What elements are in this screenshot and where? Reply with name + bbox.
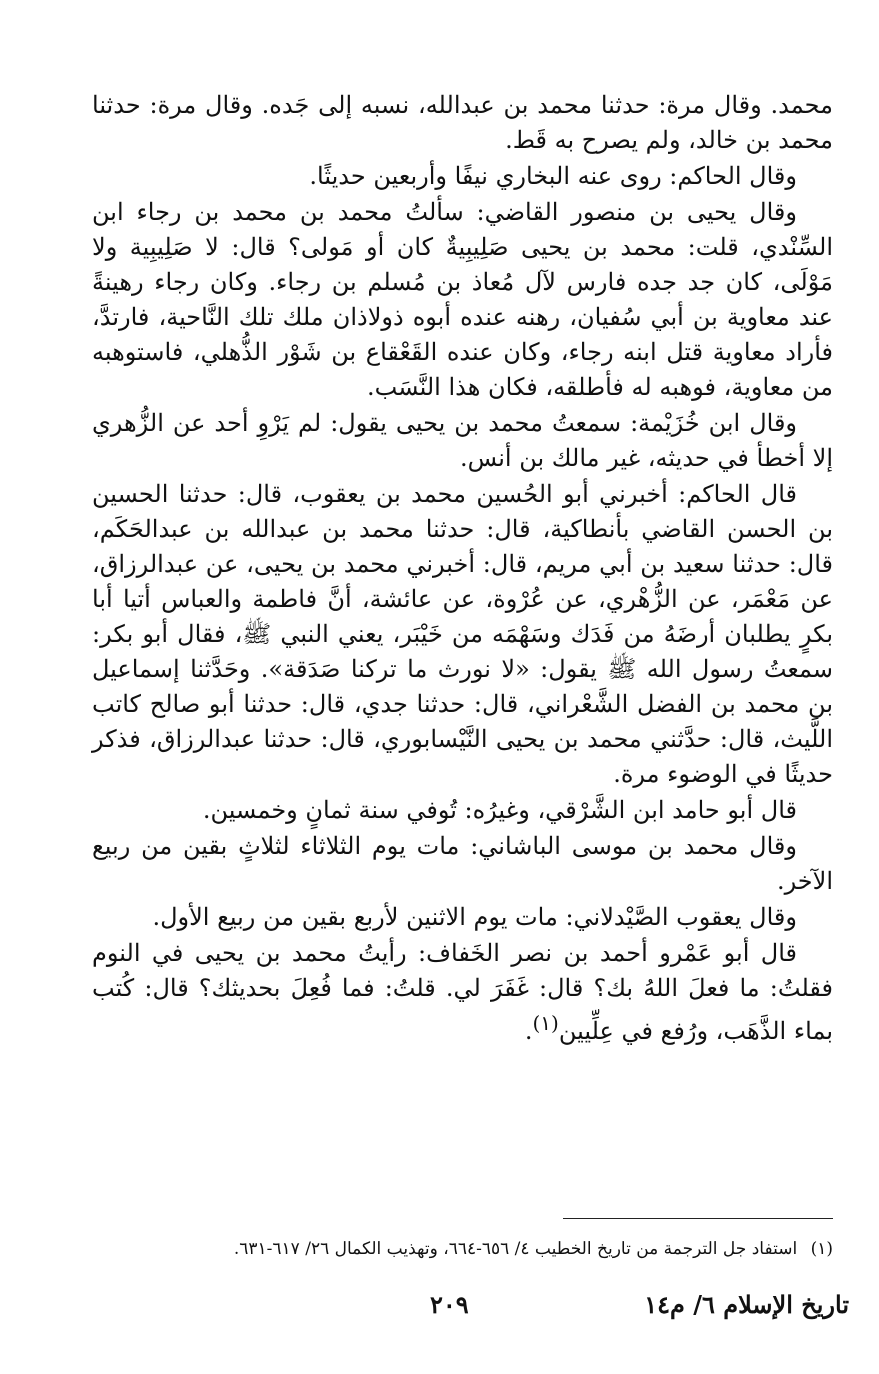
running-title: تاريخ الإسلام ٦/ م١٤ [644,1290,849,1319]
footnote-number: (١) [810,1239,833,1259]
page-number: ٢٠٩ [430,1290,469,1319]
footnote [80,1236,833,1262]
footnote-text: استفاد جل الترجمة من تاريخ الخطيب ٤/ ٦٥٦-٦٦٤، وتهذيب الكمال ٢٦/ ٦١٧-٦٣١. [233,1239,798,1259]
paragraph: وقال محمد بن موسى الباشاني: مات يوم الثلاثاء لثلاثٍ بقين من ربيع الآخر. [92,832,833,895]
paragraph: وقال يحيى بن منصور القاضي: سألتُ محمد بن محمد بن رجاء ابن السِّنْدي، قلت: محمد بن يحيى صَلِيبِيةٌ كان أو مَولى؟ قال: لا صَلِيبِية ولا مَوْلَى، كان جد جده فارس لآل مُعاذ بن مُسلم بن رجاء. وكان رجاء رهينةً عند معاوية بن أبي سُفيان، رهنه عنده أبوه ذولاذان ملك تلك النَّاحية، فارتدَّ، فأراد معاوية قتل ابنه رجاء، وكان عنده القَعْقاع بن شَوْر الذُّهلي، فاستوهبه من معاوية، فوهبه له فأطلقه، فكان هذا النَّسَب. [92,198,833,401]
main-text [92,88,833,1050]
paragraph: وقال يعقوب الصَّيْدلاني: مات يوم الاثنين لأربع بقين من ربيع الأول. [152,903,797,931]
paragraph-text: قال أبو عَمْرو أحمد بن نصر الخَفاف: رأيتُ محمد بن يحيى في النوم فقلتُ: ما فعلَ اللهُ بك؟ قال: غَفَرَ لي. قلتُ: فما فُعِلَ بحديثك؟ قال: كُتب بماء الذَّهَب، ورُفع في عِلِّيين [92,939,833,1045]
page-footer [40,1290,849,1330]
paragraph: وقال ابن خُزَيْمة: سمعتُ محمد بن يحيى يقول: لم يَرْوِ أحد عن الزُّهري إلا أخطأ في حديثه، غير مالك بن أنس. [92,409,833,472]
paragraph: محمد. وقال مرة: حدثنا محمد بن عبدالله، نسبه إلى جَده. وقال مرة: حدثنا محمد بن خالد، ولم يصرح به قَط. [92,91,833,154]
footnote-divider [563,1218,833,1219]
footnote-reference[interactable]: (١) [532,1011,559,1035]
paragraph-last: قال أبو عَمْرو أحمد بن نصر الخَفاف: رأيتُ محمد بن يحيى في النوم فقلتُ: ما فعلَ اللهُ بك؟ قال: غَفَرَ لي. قلتُ: فما فُعِلَ بحديثك؟ قال: كُتب بماء الذَّهَب، ورُفع في عِلِّيين$^{(١)}$. [92,939,833,1045]
paragraph: قال الحاكم: أخبرني أبو الحُسين محمد بن يعقوب، قال: حدثنا الحسين بن الحسن القاضي بأنطاكية، قال: حدثنا محمد بن عبدالله بن عبدالحَكَم، قال: حدثنا سعيد بن أبي مريم، قال: أخبرني محمد بن يحيى، عن عبدالرزاق، عن مَعْمَر، عن الزُّهْري، عن عُرْوة، عن عائشة، أنَّ فاطمة والعباس أتيا أبا بكرٍ يطلبان أرضَهُ من فَدَك وسَهْمَه من خَيْبَر، يعني النبي ﷺ، فقال أبو بكر: سمعتُ رسول الله ﷺ يقول: «لا نورث ما تركنا صَدَقة». وحَدَّثنا إسماعيل بن محمد بن الفضل الشَّعْراني، قال: حدثنا جدي، قال: حدثنا أبو صالح كاتب اللَّيث، قال: حدَّثني محمد بن يحيى النَّيْسابوري، قال: حدثنا عبدالرزاق، فذكر حديثًا في الوضوء مرة. [92,480,833,788]
paragraph: وقال الحاكم: روى عنه البخاري نيفًا وأربعين حديثًا. [309,162,797,190]
paragraph: قال أبو حامد ابن الشَّرْقي، وغيرُه: تُوفي سنة ثمانٍ وخمسين. [202,796,797,824]
